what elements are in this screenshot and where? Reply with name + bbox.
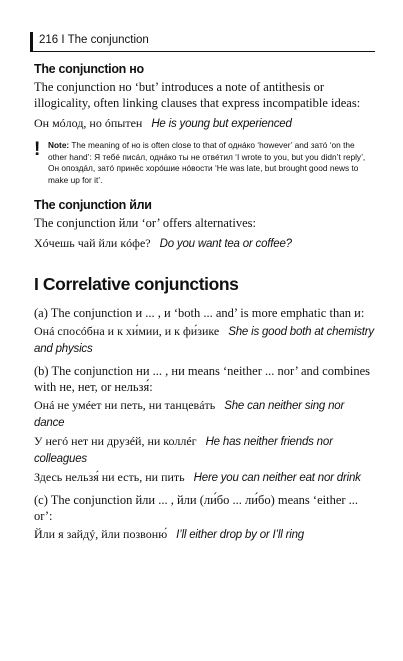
example-english: She is good both at chemistry and physics xyxy=(34,326,374,355)
example-russian: У негó нет ни друзéй, ни коллéг xyxy=(34,434,197,448)
example-english: Here you can neither eat nor drink xyxy=(193,472,361,484)
example-line xyxy=(34,397,374,431)
chapter-title: The conjunction xyxy=(67,34,149,46)
item-intro: (b) The conjunction ни ... , ни means ‘neither ... nor’ and combines with не, нет, or нельзя́: xyxy=(34,364,371,394)
item-intro: (c) The conjunction йли ... , йли (ли́бо ... ли́бо) means ‘either ... or’: xyxy=(34,493,359,523)
note-label: Note: xyxy=(48,140,70,150)
example-english: He has neither friends nor colleagues xyxy=(34,436,333,465)
exclamation-icon: ! xyxy=(34,139,41,160)
example-english: Do you want tea or coffee? xyxy=(159,238,292,250)
example-line xyxy=(34,115,374,132)
example-russian: Йли я зайдý, йли позвоню́ xyxy=(34,527,168,541)
section-correlative xyxy=(34,274,374,543)
example-line xyxy=(34,235,374,252)
example-line xyxy=(34,433,374,467)
example-russian: Онá не умéет ни петь, ни танцевáть xyxy=(34,398,216,412)
item-intro: (a) The conjunction и ... , и ‘both ... and’ is more emphatic than и: xyxy=(34,306,365,320)
section-heading: The conjunction но xyxy=(34,62,144,76)
note-text: The meaning of но is often close to that of однáко ‘however’ and затó ‘on the other hand’: Я тебé писáл, однáко ты не отвéтил ‘I wrote to you, but you didn’t reply’, Он опоздáл, затó принёс хорóшие нóвости ‘He was late, but brought good news to make up for it’. xyxy=(48,140,366,185)
section-heading: The conjunction йли xyxy=(34,198,152,212)
section-body: The conjunction но ‘but’ introduces a note of antithesis or illogicality, often linking clauses that express incompatible ideas: xyxy=(34,80,361,110)
running-head-rule xyxy=(30,51,375,52)
example-russian: Онá спосóбна и к хи́мии, и к фи́зике xyxy=(34,324,220,338)
section-conjunction-no xyxy=(34,62,374,132)
example-line xyxy=(34,526,374,543)
section-conjunction-ili xyxy=(34,198,374,252)
running-head-bar xyxy=(30,32,33,52)
example-english: She can neither sing nor dance xyxy=(34,400,345,429)
section-body: The conjunction йли ‘or’ offers alternatives: xyxy=(34,216,256,230)
note-box xyxy=(34,140,374,186)
example-russian: Здесь нельзя́ ни есть, ни пить xyxy=(34,470,185,484)
example-line xyxy=(34,469,374,486)
example-english: I’ll either drop by or I’ll ring xyxy=(176,529,304,541)
running-head-separator: I xyxy=(61,34,65,46)
running-head xyxy=(30,30,375,52)
page-content xyxy=(34,62,374,543)
example-russian: Хóчешь чай йли кóфе? xyxy=(34,236,151,250)
section-heading: I Correlative conjunctions xyxy=(34,274,239,294)
example-english: He is young but experienced xyxy=(151,118,292,130)
page-number: 216 xyxy=(39,34,59,46)
example-russian: Он мóлод, но óпытен xyxy=(34,116,143,130)
running-head-text xyxy=(39,34,149,46)
example-line xyxy=(34,323,374,357)
